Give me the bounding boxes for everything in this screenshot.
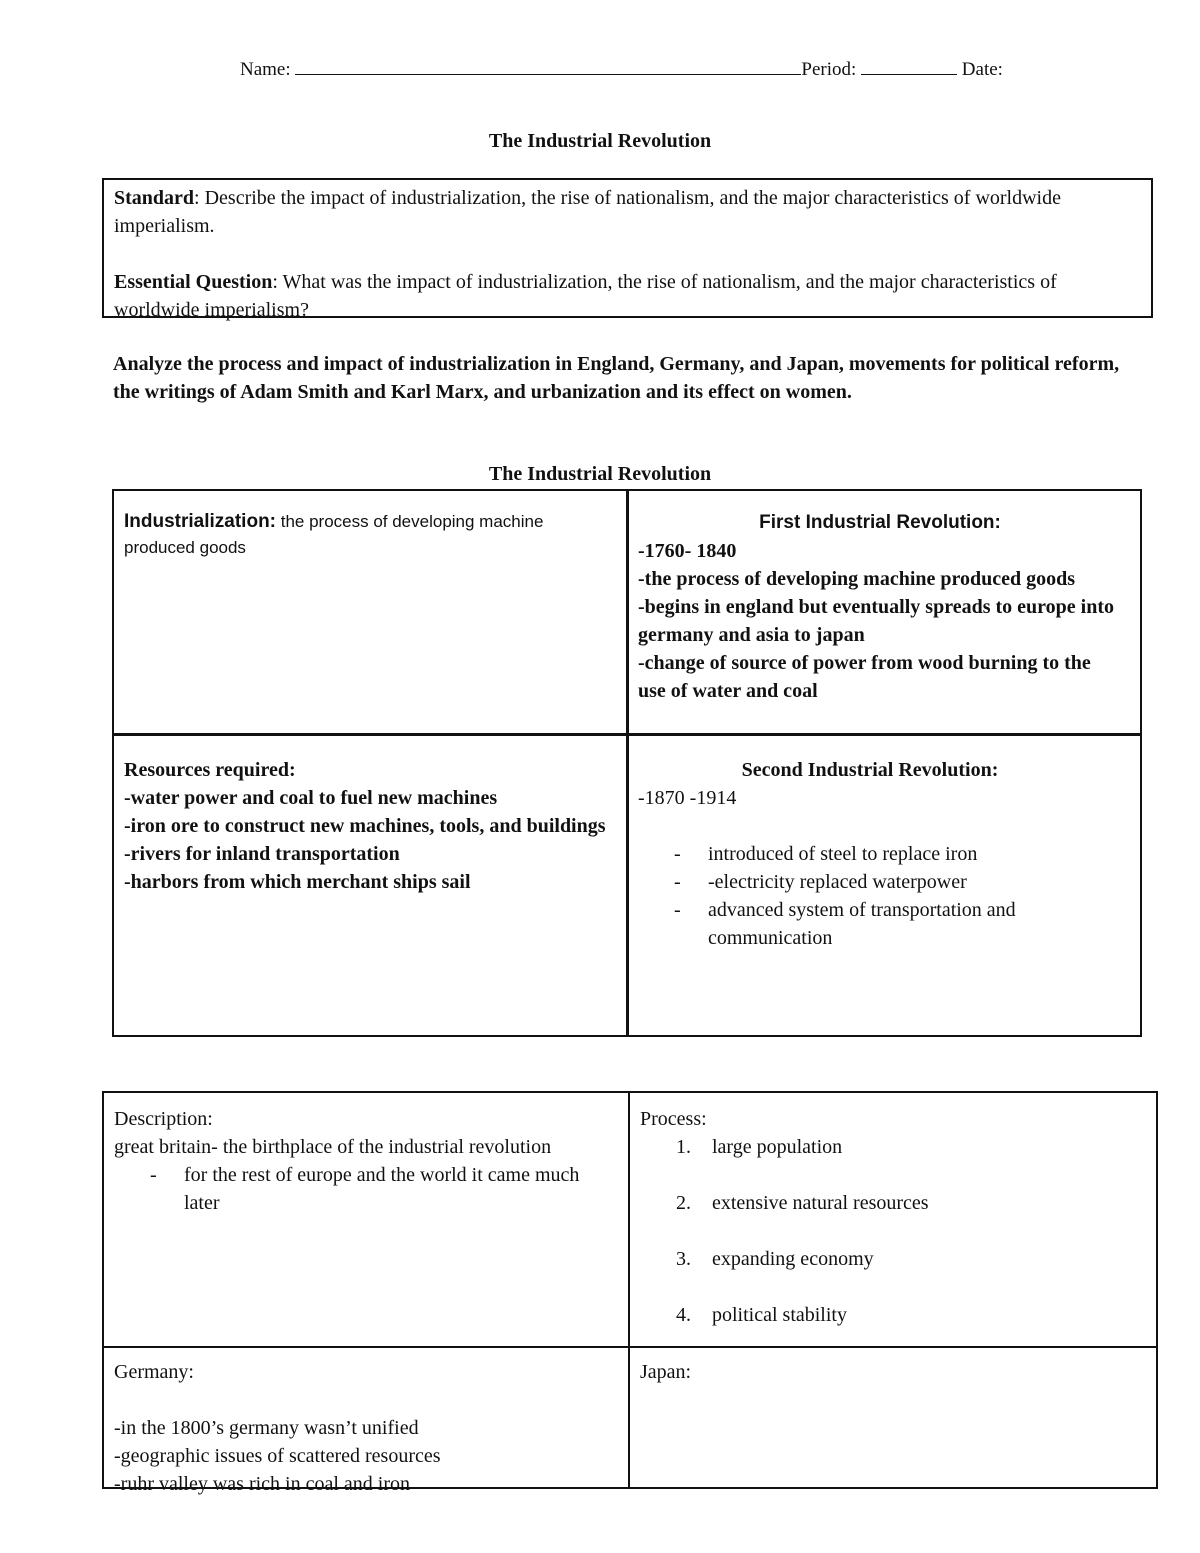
page-title: The Industrial Revolution [488,130,712,152]
resources-line: -water power and coal to fuel new machines [124,787,498,809]
description-label: Description: [114,1108,213,1130]
process-cell [630,1097,1158,1346]
standard-paragraph [114,184,1141,240]
resources-line: -harbors from which merchant ships sail [124,871,471,893]
germany-label: Germany: [114,1361,194,1383]
revolution-table [112,489,1142,1037]
name-blank[interactable] [295,56,801,75]
analyze-paragraph: Analyze the process and impact of industrialization in England, Germany, and Japan, movements for political reform, the writings of Adam Smith and Karl Marx, and urbanization and its effect on women. [113,353,1120,403]
process-item: 2. extensive natural resources [676,1192,929,1214]
process-item: 4. political stability [676,1304,847,1326]
table1-caption: The Industrial Revolution [488,463,712,485]
standard-box [102,178,1153,321]
resources-cell [114,748,626,1038]
name-label: Name: [240,59,291,80]
second-revolution-item: - introduced of steel to replace iron [638,840,1102,868]
first-revolution-line: -1760- 1840 [638,540,737,562]
germany-cell [104,1350,628,1495]
industrialization-label: Industrialization: [124,511,276,532]
header-row [240,56,1003,82]
industrialization-cell [114,501,626,733]
description-cell [104,1097,628,1346]
first-revolution-line: -change of source of power from wood burning to the use of water and coal [638,652,1091,702]
second-revolution-dates: -1870 -1914 [638,787,737,809]
essential-question-label: Essential Question [114,271,273,293]
second-revolution-item: - -electricity replaced waterpower [638,868,1102,896]
first-revolution-title: First Industrial Revolution: [759,512,1001,533]
first-revolution-line: -the process of developing machine produced goods [638,568,1076,590]
process-item: 3. expanding economy [676,1248,874,1270]
process-item: 1. large population [676,1136,843,1158]
essential-question-paragraph [114,268,1141,324]
period-blank[interactable] [861,56,957,75]
first-revolution-line: -begins in england but eventually spreads to europe into germany and asia to japan [638,596,1115,646]
germany-line: -ruhr valley was rich in coal and iron [114,1473,411,1495]
second-revolution-cell [628,748,1142,1038]
second-revolution-title: Second Industrial Revolution: [741,759,999,781]
resources-title: Resources required: [124,759,296,781]
description-item: - for the rest of europe and the world it came much later [114,1161,598,1217]
germany-line: -in the 1800’s germany wasn’t unified [114,1417,419,1439]
date-label: Date: [961,59,1003,80]
second-revolution-item: - advanced system of transportation and communication [638,896,1102,952]
period-label: Period: [801,59,857,80]
standard-label: Standard [114,187,195,209]
standard-text: : Describe the impact of industrialization, the rise of nationalism, and the major characteristics of worldwide imperialism. [114,187,1061,237]
germany-line: -geographic issues of scattered resources [114,1445,441,1467]
resources-line: -rivers for inland transportation [124,843,400,865]
description-text: great britain- the birthplace of the industrial revolution [114,1136,552,1158]
industrialization-text: the process of developing machine produced goods [124,512,544,557]
essential-question-text: : What was the impact of industrialization, the rise of nationalism, and the major characteristics of worldwide imperialism? [114,271,1057,321]
resources-line: -iron ore to construct new machines, tools, and buildings [124,815,606,837]
japan-label: Japan: [640,1361,692,1383]
japan-cell [630,1350,1158,1489]
first-revolution-cell [628,501,1142,733]
countries-table [102,1091,1158,1495]
process-label: Process: [640,1108,707,1130]
